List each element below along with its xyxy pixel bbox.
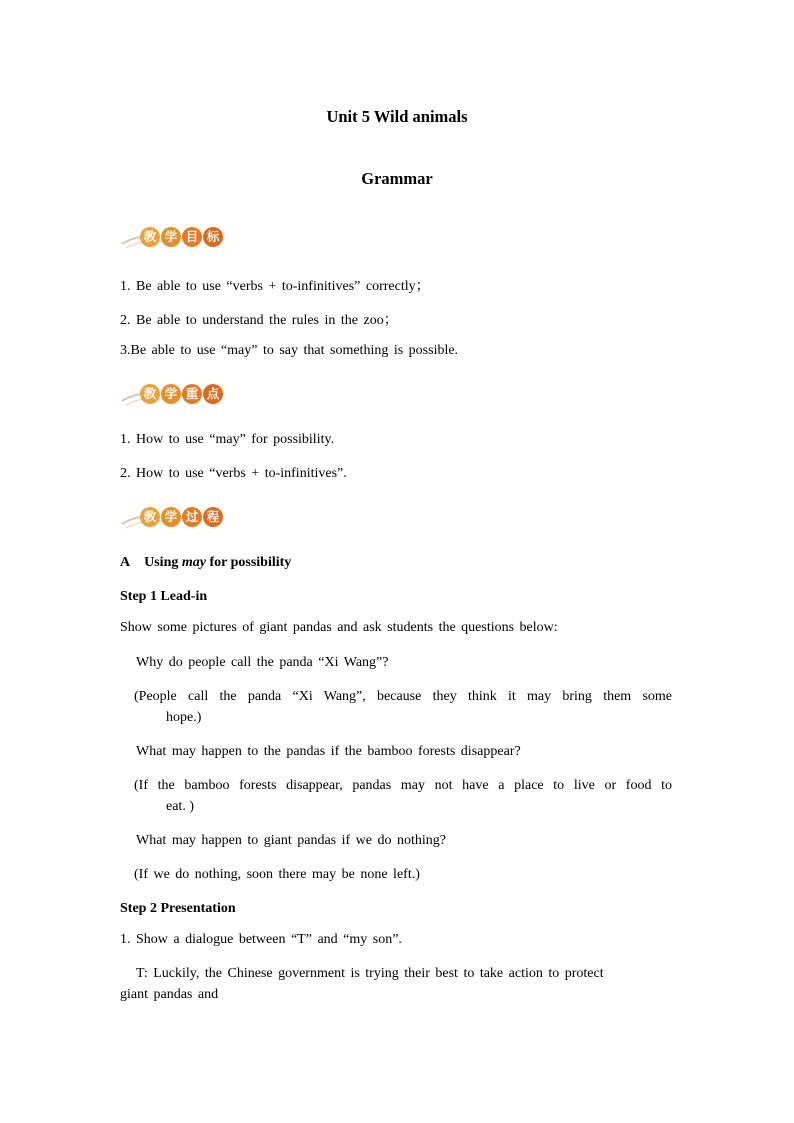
step1-answer-1-cont: hope.) bbox=[166, 710, 202, 725]
page-title: Unit 5 Wild animals bbox=[326, 107, 468, 126]
step1-answer-2: (If the bamboo forests disappear, pandas may not have a place to live or food to bbox=[134, 778, 672, 793]
badge-char: 重 bbox=[182, 384, 202, 404]
step1-intro: Show some pictures of giant pandas and ask students the questions below: bbox=[120, 620, 558, 635]
page-subtitle: Grammar bbox=[361, 169, 433, 188]
badge-char: 标 bbox=[203, 227, 223, 247]
step2-dialogue-line-cont: giant pandas and bbox=[120, 987, 219, 1002]
step2-item-1: 1. Show a dialogue between “T” and “my son”. bbox=[120, 932, 402, 947]
badge-char: 学 bbox=[161, 384, 181, 404]
objective-item: 3.Be able to use “may” to say that something is possible. bbox=[120, 343, 459, 358]
objective-item: 2. Be able to understand the rules in the zoo； bbox=[120, 313, 398, 328]
part-a-prefix: A bbox=[120, 555, 131, 570]
part-a-heading-italic: may bbox=[181, 555, 206, 570]
badge-char: 目 bbox=[182, 227, 202, 247]
section-badge-objectives bbox=[120, 224, 225, 250]
step1-heading: Step 1 Lead-in bbox=[120, 589, 208, 604]
badge-char: 教 bbox=[140, 384, 160, 404]
key-point-item: 2. How to use “verbs + to-infinitives”. bbox=[120, 466, 347, 481]
step1-answer-3: (If we do nothing, soon there may be none left.) bbox=[134, 867, 420, 882]
step1-question-3: What may happen to giant pandas if we do nothing? bbox=[136, 833, 446, 848]
part-a-heading-before: Using bbox=[144, 555, 182, 570]
badge-char: 过 bbox=[182, 507, 202, 527]
badge-char: 程 bbox=[203, 507, 223, 527]
step1-answer-2-cont: eat. ) bbox=[166, 799, 194, 814]
objective-item: 1. Be able to use “verbs + to-infinitives” correctly； bbox=[120, 279, 430, 294]
section-badge-key-points bbox=[120, 381, 225, 407]
section-badge-process bbox=[120, 504, 225, 530]
badge-char: 点 bbox=[203, 384, 223, 404]
badge-char: 学 bbox=[161, 227, 181, 247]
step2-dialogue-line: T: Luckily, the Chinese government is trying their best to take action to protect bbox=[136, 966, 604, 981]
step1-question-2: What may happen to the pandas if the bamboo forests disappear? bbox=[136, 744, 521, 759]
key-point-item: 1. How to use “may” for possibility. bbox=[120, 432, 335, 447]
badge-char: 教 bbox=[140, 507, 160, 527]
step2-heading: Step 2 Presentation bbox=[120, 901, 236, 916]
step1-question-1: Why do people call the panda “Xi Wang”? bbox=[136, 655, 389, 670]
part-a-heading-after: for possibility bbox=[205, 555, 292, 570]
part-a-heading bbox=[120, 555, 291, 571]
badge-char: 教 bbox=[140, 227, 160, 247]
step1-answer-1: (People call the panda “Xi Wang”, because they think it may bring them some bbox=[134, 689, 672, 704]
badge-char: 学 bbox=[161, 507, 181, 527]
